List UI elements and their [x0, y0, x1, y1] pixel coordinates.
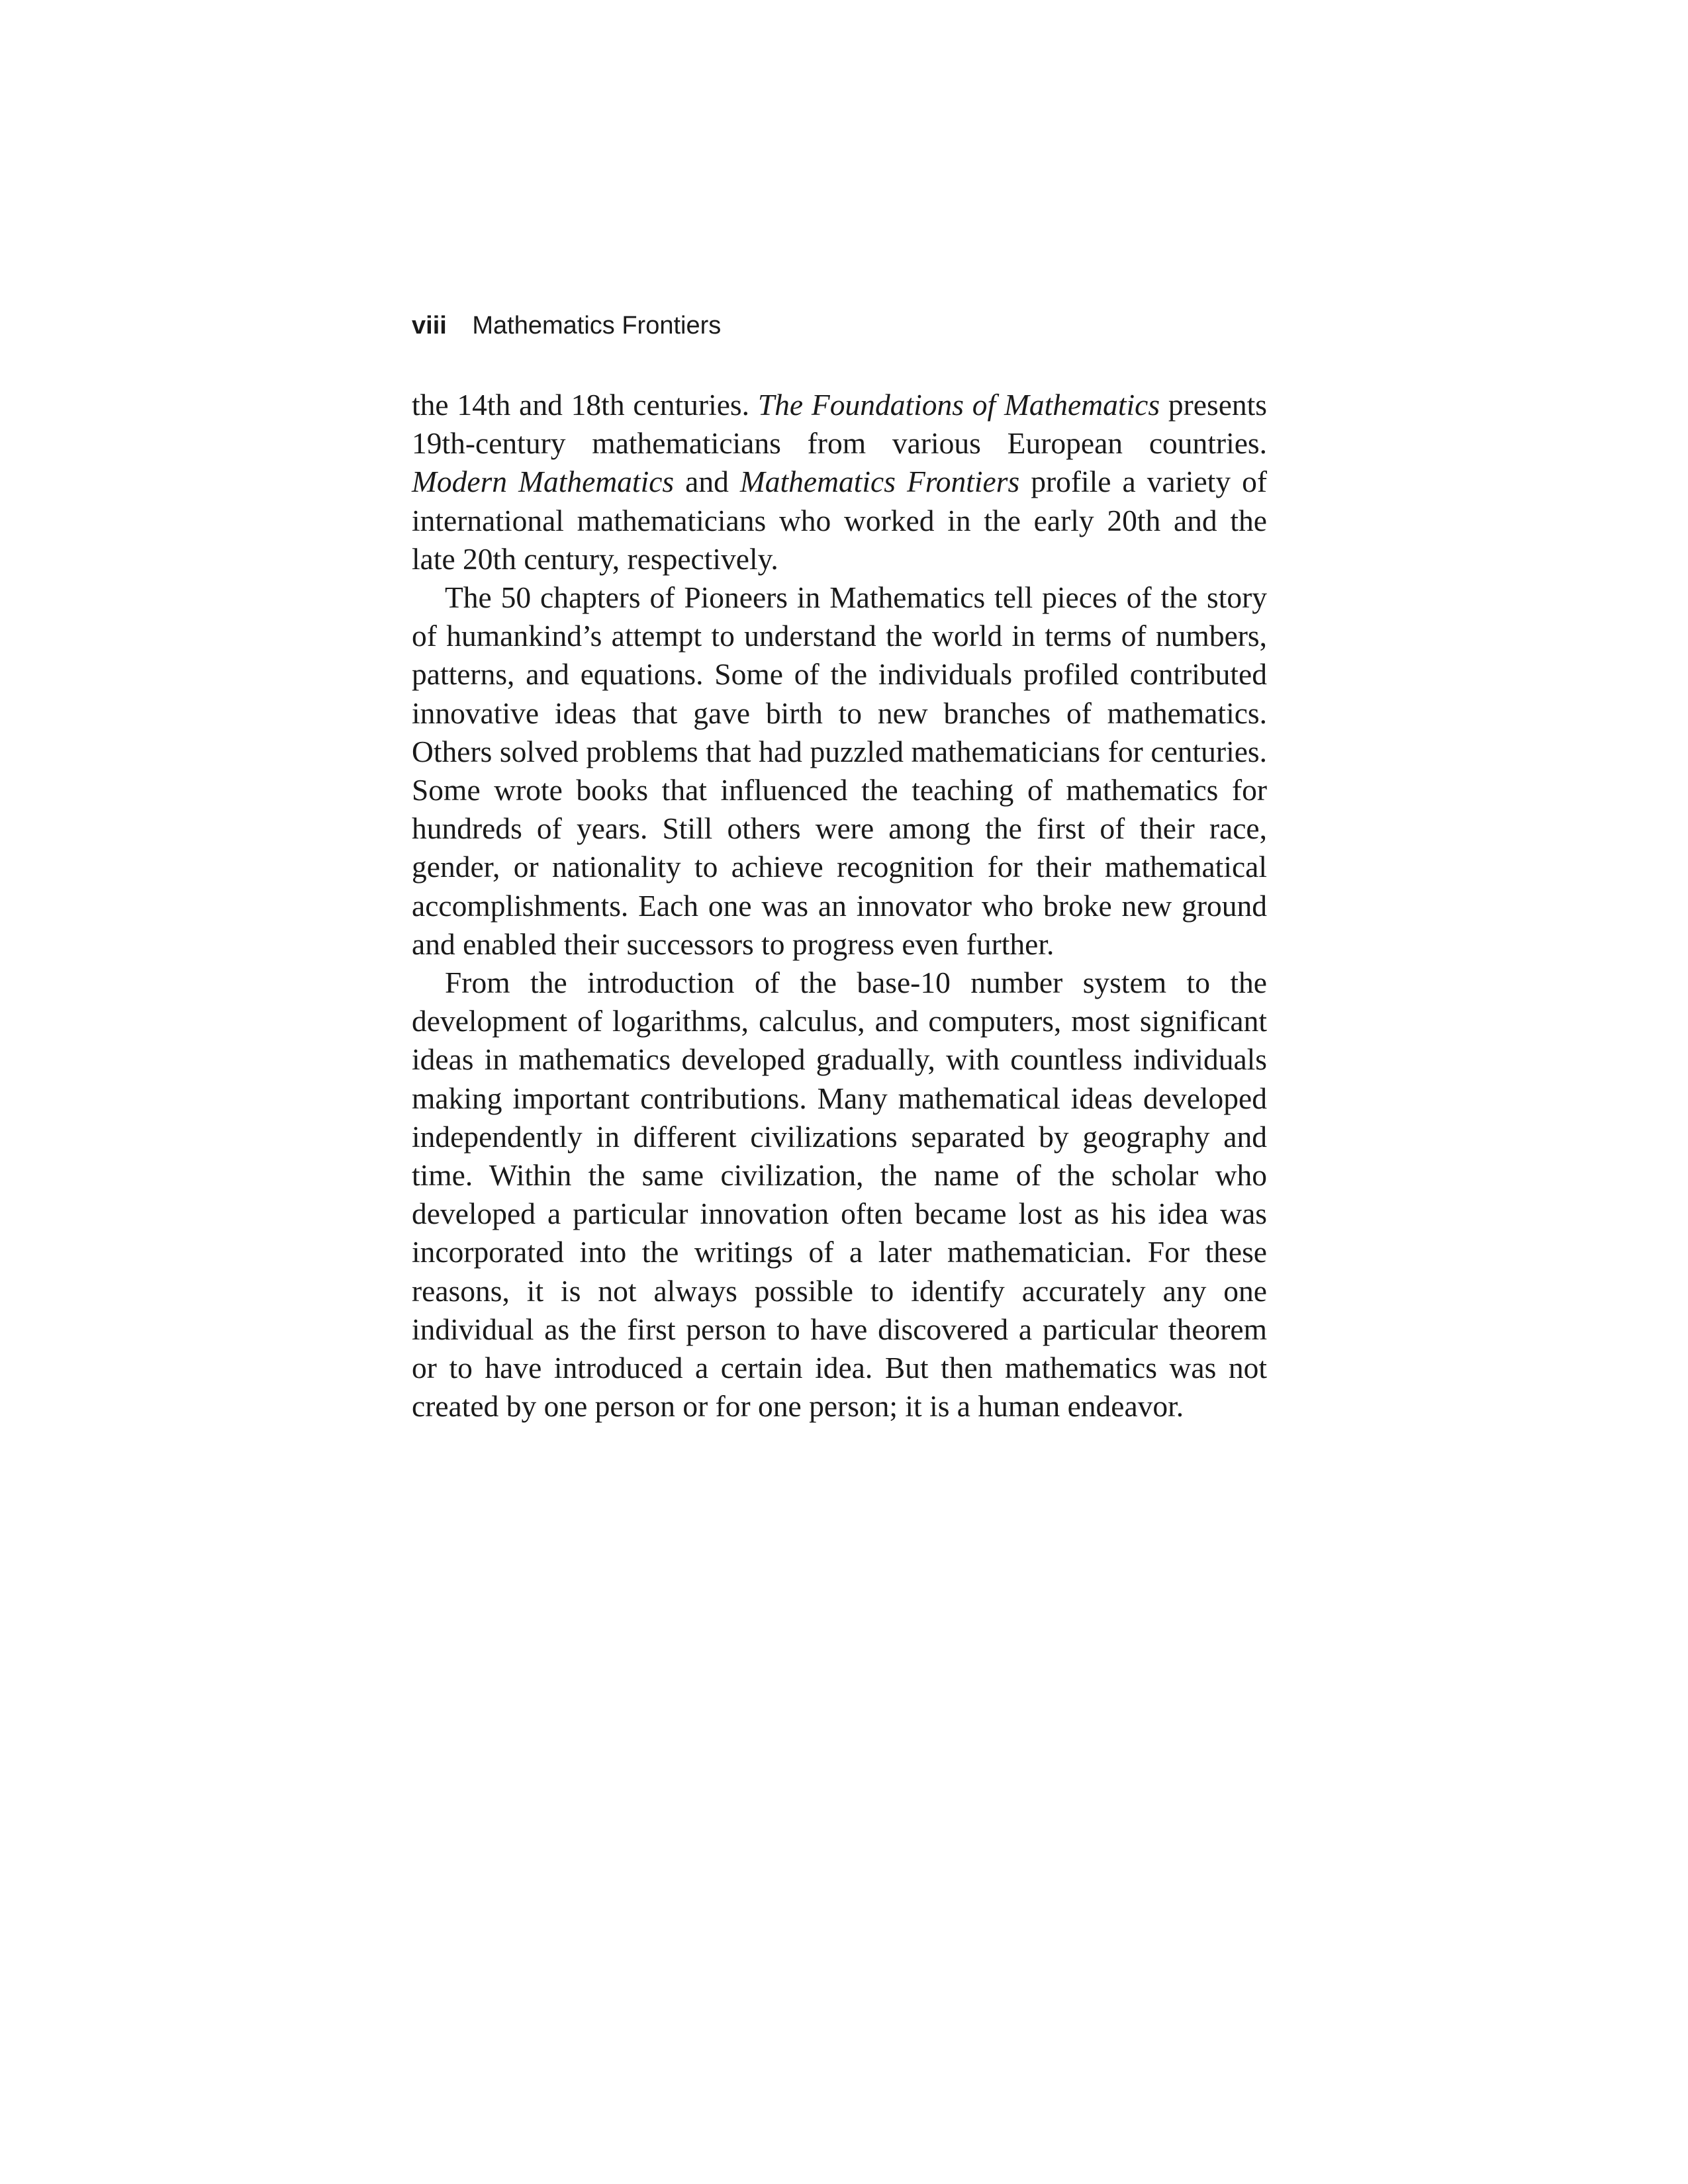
running-head: [412, 306, 1272, 345]
paragraph-2: The 50 chapters of Pioneers in Mathematics tell pieces of the story of humankind’s attempt to understand the world in terms of numbers, patterns, and equations. Some of the individuals profiled contributed innovative ideas that gave birth to new branches of mathematics. Others solved problems that had puzzled mathematicians for centuries. Some wrote books that influenced the teaching of mathematics for hundreds of years. Still others were among the first of their race, gender, or nationality to achieve recognition for their mathematical accomplishments. Each one was an innovator who broke new ground and enabled their successors to progress even further.: [412, 580, 1267, 961]
p1-text-2: presents 19th-century mathematicians from various European countries.: [412, 388, 1267, 461]
p1-text-1: the 14th and 18th centuries.: [412, 388, 758, 422]
p1-text-4: profile a variety of international mathematicians who worked in the early 20th and the late 20th century, respectively.: [412, 465, 1268, 576]
title-mathematics-frontiers: Mathematics Frontiers: [739, 465, 1020, 499]
title-modern-mathematics: Modern Mathematics: [412, 465, 675, 499]
body-text: [412, 386, 1267, 1426]
paragraph-3: From the introduction of the base-10 number system to the development of logarithms, calculus, and computers, most significant ideas in mathematics developed gradually, with countless individuals making important contributions. Many mathematical ideas developed independently in different civilizations separated by geography and time. Within the same civilization, the name of the scholar who developed a particular innovation often became lost as his idea was incorporated into the writings of a later mathematician. For these reasons, it is not always possible to identify accurately any one individual as the first person to have discovered a particular theorem or to have introduced a certain idea. But then mathematics was not created by one person or for one person; it is a human endeavor.: [412, 966, 1267, 1424]
p1-text-3: and: [674, 465, 740, 499]
page-number: viii: [412, 312, 447, 340]
paragraph-1: [412, 386, 1267, 578]
running-head-title: Mathematics Frontiers: [472, 312, 722, 340]
title-foundations-of-mathematics: The Foundations of Mathematics: [757, 388, 1160, 422]
